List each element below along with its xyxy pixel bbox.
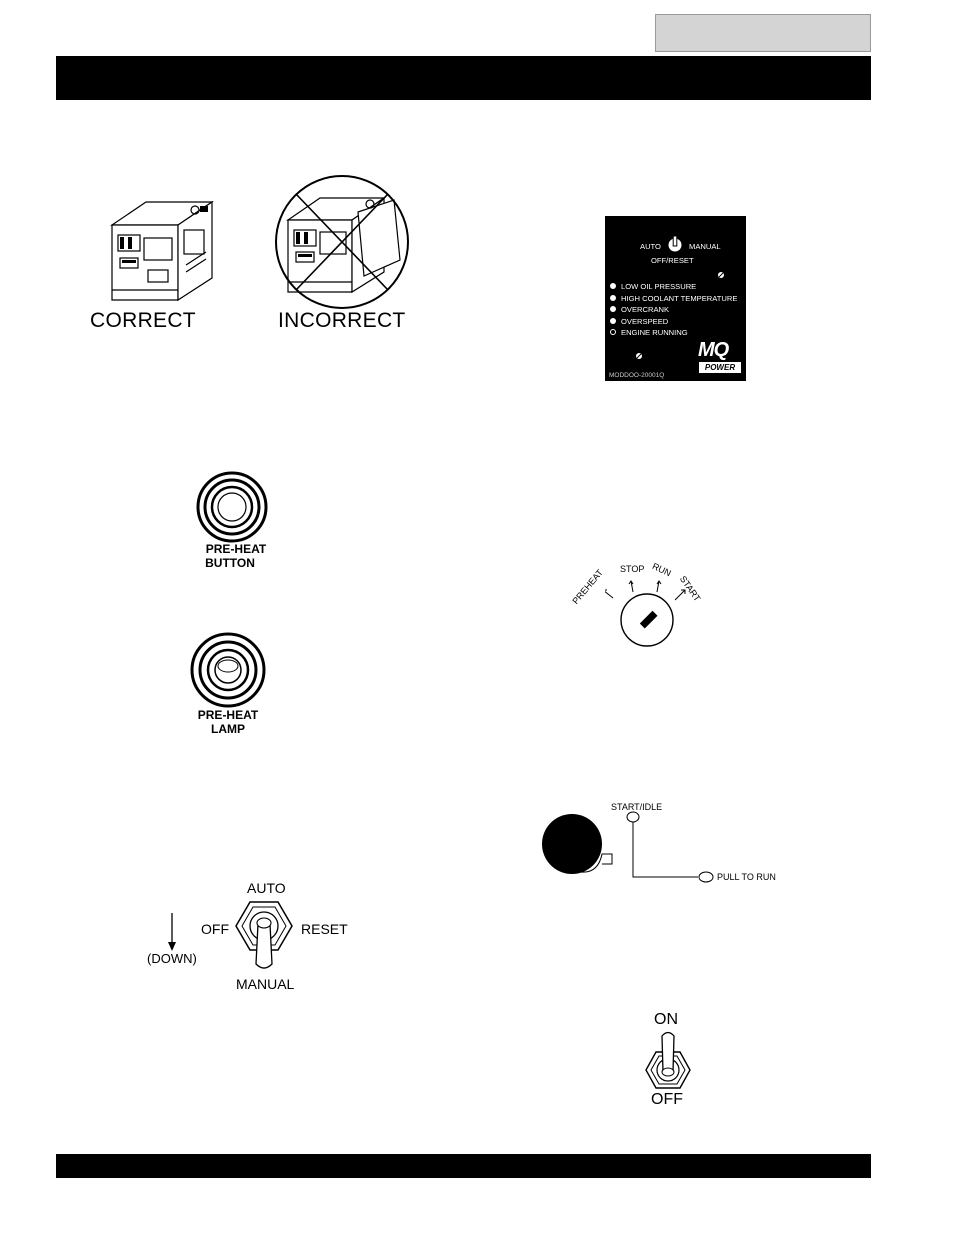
indicator-label: OVERCRANK [621,305,670,314]
on-label: ON [654,1011,678,1028]
auto-manual-toggle-switch[interactable] [232,896,296,972]
pull-to-run-label: PULL TO RUN [717,872,776,882]
preheat-lamp-icon [190,632,266,708]
correct-label: CORRECT [90,309,196,332]
indicator-led [610,283,616,289]
panel-part-number: MODDOO-20001Q [609,372,665,379]
switch-manual-label: MANUAL [236,976,295,992]
generator-incorrect-illustration [274,160,414,310]
off-label: OFF [651,1091,683,1108]
indicator-label: OVERSPEED [621,317,669,326]
key-preheat-label: PREHEAT [570,567,605,606]
switch-off-label: OFF [201,921,229,937]
panel-manual-label: MANUAL [689,242,721,251]
panel-off-reset-label: OFF/RESET [651,256,694,265]
key-run-label: RUN [650,561,673,579]
key-start-label: START [677,574,703,604]
indicator-label: ENGINE RUNNING [621,328,688,337]
down-arrow-icon [166,912,178,952]
on-off-toggle-switch[interactable] [644,1030,692,1090]
preheat-button-label: PRE-HEAT BUTTON [205,542,267,570]
down-label: (DOWN) [147,951,197,966]
generator-correct-illustration [100,180,220,305]
preheat-lamp-label: PRE-HEAT LAMP [197,708,259,736]
indicator-label: LOW OIL PRESSURE [621,282,697,291]
footer-bar [56,1154,871,1178]
mq-logo: MQ [698,339,729,361]
screw-icon [717,271,725,279]
header-bar [56,56,871,100]
ignition-key-switch[interactable] [605,580,695,650]
preheat-button-icon[interactable] [196,471,268,543]
panel-auto-label: AUTO [640,242,661,251]
key-stop-label: STOP [620,564,645,574]
switch-auto-label: AUTO [247,880,286,896]
selector-knob-icon[interactable] [667,235,683,253]
indicator-led [610,318,616,324]
incorrect-label: INCORRECT [278,309,406,332]
screw-icon [635,352,643,360]
engine-control-panel [605,216,746,381]
switch-reset-label: RESET [301,921,348,937]
indicator-led [610,295,616,301]
indicator-led [610,329,616,335]
start-idle-label: START/IDLE [611,802,663,812]
indicator-label: HIGH COOLANT TEMPERATURE [621,294,738,303]
power-logo: POWER [699,362,741,373]
section-tab [655,14,871,52]
indicator-led [610,306,616,312]
